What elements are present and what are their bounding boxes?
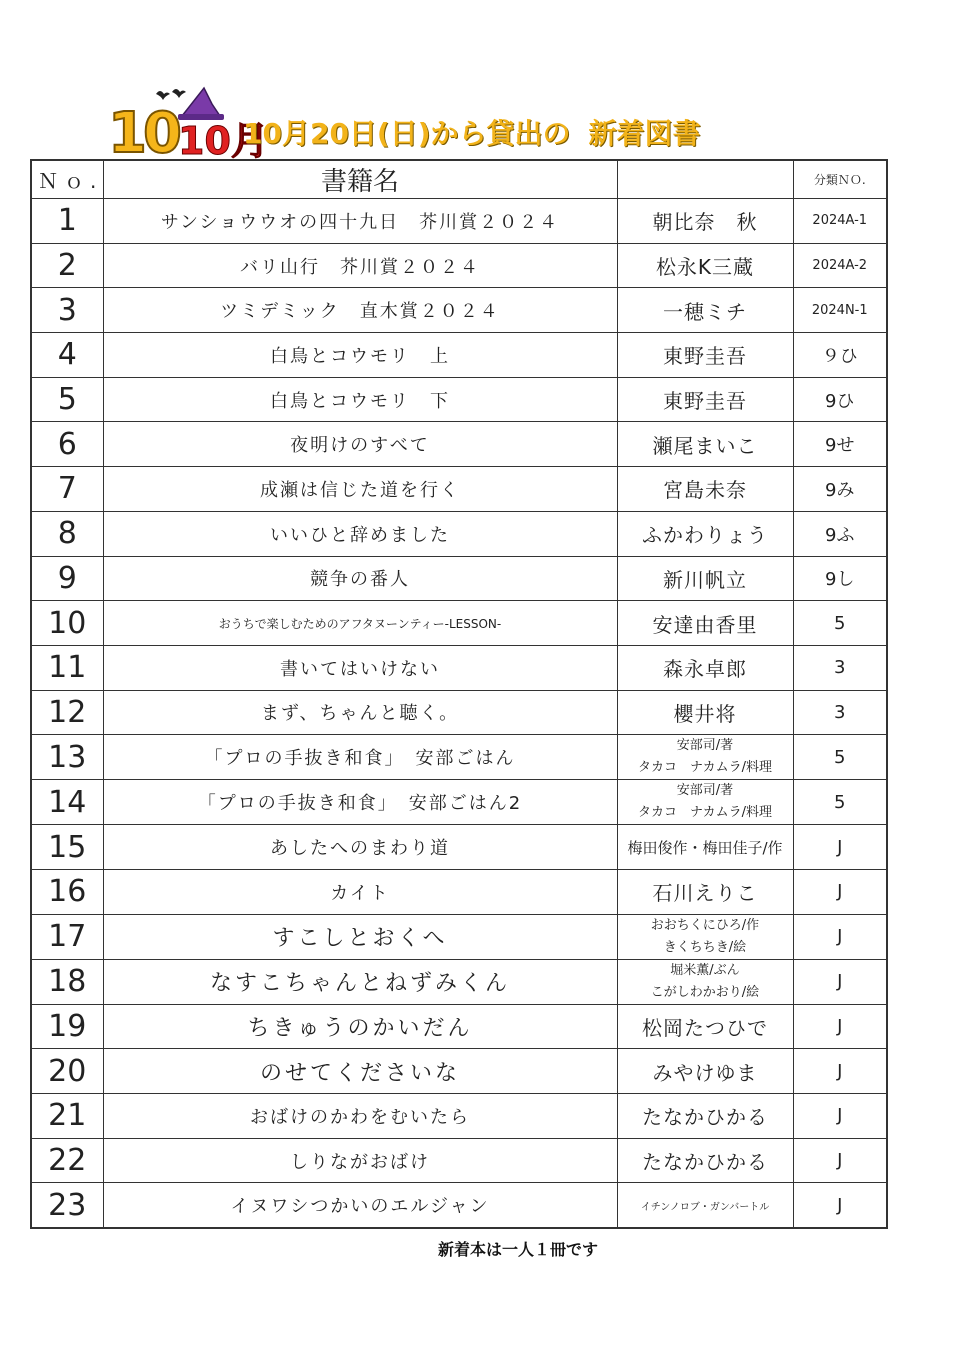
row-number: 16 xyxy=(31,869,103,914)
author-line-1: おおちくにひろ/作 xyxy=(650,917,760,933)
page-title: 新着図書 xyxy=(588,117,701,150)
classification-number: 5 xyxy=(793,601,887,646)
table-row xyxy=(31,1049,887,1094)
table-header-row xyxy=(31,160,887,199)
classification-number: ９ひ xyxy=(793,333,887,378)
row-number: 18 xyxy=(31,959,103,1004)
row-number: 15 xyxy=(31,825,103,870)
table-row xyxy=(31,467,887,512)
book-author xyxy=(617,959,793,1004)
table-row xyxy=(31,825,887,870)
classification-number: J xyxy=(793,869,887,914)
classification-number: J xyxy=(793,1004,887,1049)
classification-number: 3 xyxy=(793,690,887,735)
row-number: 12 xyxy=(31,690,103,735)
table-row xyxy=(31,914,887,959)
classification-number: 2024A-1 xyxy=(793,199,887,244)
classification-number: J xyxy=(793,825,887,870)
row-number: 5 xyxy=(31,377,103,422)
table-row xyxy=(31,556,887,601)
table-row xyxy=(31,288,887,333)
book-author: 安達由香里 xyxy=(617,601,793,646)
book-author: 朝比奈 秋 xyxy=(617,199,793,244)
table-row xyxy=(31,869,887,914)
book-title: なすこちゃんとねずみくん xyxy=(103,959,617,1004)
column-header-title: 書籍名 xyxy=(103,160,617,199)
book-author: 新川帆立 xyxy=(617,556,793,601)
classification-number: 9ひ xyxy=(793,377,887,422)
book-title: 「プロの手抜き和食」 安部ごはん xyxy=(103,735,617,780)
book-author: イチンノロブ・ガンバートル xyxy=(617,1183,793,1228)
row-number: 11 xyxy=(31,645,103,690)
classification-number: J xyxy=(793,1049,887,1094)
book-author: 森永卓郎 xyxy=(617,645,793,690)
book-author: 瀬尾まいこ xyxy=(617,422,793,467)
table-row xyxy=(31,511,887,556)
book-title: おばけのかわをむいたら xyxy=(103,1094,617,1139)
book-title: 白鳥とコウモリ 下 xyxy=(103,377,617,422)
row-number: 19 xyxy=(31,1004,103,1049)
book-title: ツミデミック 直木賞２０２４ xyxy=(103,288,617,333)
classification-number: 5 xyxy=(793,735,887,780)
book-title: すこしとおくへ xyxy=(103,914,617,959)
table-row xyxy=(31,645,887,690)
book-title: いいひと辞めました xyxy=(103,511,617,556)
row-number: 3 xyxy=(31,288,103,333)
book-author: 東野圭吾 xyxy=(617,377,793,422)
book-author: たなかひかる xyxy=(617,1094,793,1139)
halloween-logo-icon xyxy=(108,86,269,166)
table-row xyxy=(31,333,887,378)
row-number: 17 xyxy=(31,914,103,959)
new-books-table xyxy=(30,159,888,1229)
classification-number: J xyxy=(793,1094,887,1139)
author-line-2: こがしわかおり/絵 xyxy=(650,984,760,1000)
table-row xyxy=(31,601,887,646)
book-title: しりながおばけ xyxy=(103,1138,617,1183)
book-author: 石川えりこ xyxy=(617,869,793,914)
author-line-1: 堀米薫/ぶん xyxy=(670,962,740,978)
row-number: 8 xyxy=(31,511,103,556)
book-author: みやけゆま xyxy=(617,1049,793,1094)
book-title: 「プロの手抜き和食」 安部ごはん2 xyxy=(103,780,617,825)
book-author: 松岡たつひで xyxy=(617,1004,793,1049)
book-title: 夜明けのすべて xyxy=(103,422,617,467)
loan-date-text: 10月20日(日)から貸出の xyxy=(243,117,571,150)
book-author: 宮島未奈 xyxy=(617,467,793,512)
row-number: 21 xyxy=(31,1094,103,1139)
book-title: ちきゅうのかいだん xyxy=(103,1004,617,1049)
row-number: 1 xyxy=(31,199,103,244)
table-row xyxy=(31,1138,887,1183)
row-number: 7 xyxy=(31,467,103,512)
book-title: あしたへのまわり道 xyxy=(103,825,617,870)
author-line-2: タカコ ナカムラ/料理 xyxy=(637,760,773,776)
classification-number: 9ふ xyxy=(793,511,887,556)
logo-month-text: 10月 xyxy=(178,119,269,163)
row-number: 2 xyxy=(31,243,103,288)
column-header-class: 分類ＮＯ. xyxy=(793,160,887,199)
book-title: カイト xyxy=(103,869,617,914)
column-header-no: Ｎｏ. xyxy=(31,160,103,199)
book-title: 成瀬は信じた道を行く xyxy=(103,467,617,512)
book-author: 櫻井将 xyxy=(617,690,793,735)
book-title: バリ山行 芥川賞２０２４ xyxy=(103,243,617,288)
october-logo xyxy=(108,86,269,166)
table-row xyxy=(31,1004,887,1049)
classification-number: J xyxy=(793,914,887,959)
book-author: 一穂ミチ xyxy=(617,288,793,333)
book-title: イヌワシつかいのエルジャン xyxy=(103,1183,617,1228)
classification-number: J xyxy=(793,959,887,1004)
book-title: のせてくださいな xyxy=(103,1049,617,1094)
author-line-2: きくちちき/絵 xyxy=(663,939,747,955)
table-row xyxy=(31,735,887,780)
row-number: 23 xyxy=(31,1183,103,1228)
column-header-author xyxy=(617,160,793,199)
table-row xyxy=(31,199,887,244)
book-title: おうちで楽しむためのアフタヌーンティー-LESSON- xyxy=(103,601,617,646)
classification-number: 5 xyxy=(793,780,887,825)
classification-number: J xyxy=(793,1183,887,1228)
classification-number: 3 xyxy=(793,645,887,690)
footer-note: 新着本は一人１冊です xyxy=(438,1240,599,1259)
table-row xyxy=(31,959,887,1004)
classification-number: 2024A-2 xyxy=(793,243,887,288)
row-number: 20 xyxy=(31,1049,103,1094)
svg-text:10: 10 xyxy=(108,101,178,166)
table-row xyxy=(31,1094,887,1139)
book-title: 白鳥とコウモリ 上 xyxy=(103,333,617,378)
book-title: まず、ちゃんと聴く。 xyxy=(103,690,617,735)
book-title: 書いてはいけない xyxy=(103,645,617,690)
author-line-1: 安部司/著 xyxy=(676,738,734,754)
table-row xyxy=(31,690,887,735)
table-row xyxy=(31,422,887,467)
book-author: 東野圭吾 xyxy=(617,333,793,378)
table-row xyxy=(31,243,887,288)
row-number: 13 xyxy=(31,735,103,780)
row-number: 14 xyxy=(31,780,103,825)
row-number: 6 xyxy=(31,422,103,467)
author-line-1: 安部司/著 xyxy=(676,783,734,799)
classification-number: 2024N-1 xyxy=(793,288,887,333)
classification-number: 9み xyxy=(793,467,887,512)
table-row xyxy=(31,780,887,825)
book-title: 競争の番人 xyxy=(103,556,617,601)
table-row xyxy=(31,1183,887,1228)
book-author: ふかわりょう xyxy=(617,511,793,556)
row-number: 4 xyxy=(31,333,103,378)
row-number: 9 xyxy=(31,556,103,601)
book-author: 松永K三蔵 xyxy=(617,243,793,288)
book-author xyxy=(617,780,793,825)
table-row xyxy=(31,377,887,422)
book-author: たなかひかる xyxy=(617,1138,793,1183)
classification-number: 9し xyxy=(793,556,887,601)
page-header xyxy=(243,112,701,152)
book-author xyxy=(617,914,793,959)
classification-number: J xyxy=(793,1138,887,1183)
book-author: 梅田俊作・梅田佳子/作 xyxy=(617,825,793,870)
author-line-2: タカコ ナカムラ/料理 xyxy=(637,805,773,821)
row-number: 10 xyxy=(31,601,103,646)
book-author xyxy=(617,735,793,780)
classification-number: 9せ xyxy=(793,422,887,467)
book-title: サンショウウオの四十九日 芥川賞２０２４ xyxy=(103,199,617,244)
row-number: 22 xyxy=(31,1138,103,1183)
